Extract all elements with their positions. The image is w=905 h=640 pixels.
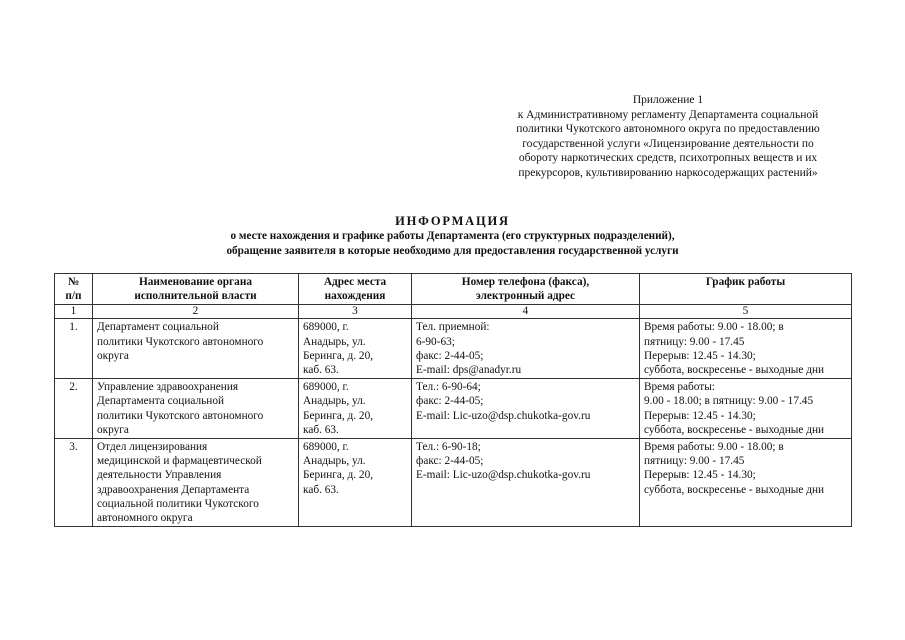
header-org: Наименование органа исполнительной власти [93, 274, 299, 305]
email-text: E-mail: dps@anadyr.ru [416, 364, 522, 377]
appendix-line: Приложение 1 [632, 94, 704, 106]
address-cell: 689000, г. Анадырь, ул. Беринга, д. 20, каб. 63. [299, 319, 412, 379]
info-table [54, 273, 852, 527]
table-row [55, 439, 852, 527]
column-number-row [55, 305, 852, 319]
column-number: 4 [412, 305, 640, 319]
table-header-row [55, 274, 852, 305]
appendix-line: государственной услуги «Лицензирование деятельности по [522, 137, 814, 150]
appendix-line: прекурсоров, культивированию наркосодержащих растений» [518, 166, 818, 179]
address-cell: 689000, г. Анадырь, ул. Беринга, д. 20, каб. 63. [299, 439, 412, 527]
appendix-line: политики Чукотского автономного округа по предоставлению [516, 123, 820, 136]
email-text: E-mail: Lic-uzo@dsp.chukotka-gov.ru [416, 409, 591, 422]
contacts-cell: Тел. приемной: 6-90-63; факс: 2-44-05; E-mail: dps@anadyr.ru [412, 319, 640, 379]
contacts-cell: Тел.: 6-90-64; факс: 2-44-05; E-mail: Lic-uzo@dsp.chukotka-gov.ru [412, 379, 640, 439]
org-cell: Управление здравоохранения Департамента социальной политики Чукотского автономного округа [93, 379, 299, 439]
appendix-line: к Административному регламенту Департамента социальной [517, 108, 819, 121]
schedule-cell: Время работы: 9.00 - 18.00; в пятницу: 9.00 - 17.45 Перерыв: 12.45 - 14.30; суббота, воскресенье - выходные дни [640, 439, 852, 527]
org-cell: Отдел лицензирования медицинской и фармацевтической деятельности Управления здравоохранения Департамента социальной политики Чукотского автономного округа [93, 439, 299, 527]
schedule-cell: Время работы: 9.00 - 18.00; в пятницу: 9.00 - 17.45 Перерыв: 12.45 - 14.30; суббота, воскресенье - выходные дни [640, 379, 852, 439]
appendix-note [478, 93, 858, 181]
table-row [55, 319, 852, 379]
header-num: № п/п [55, 274, 93, 305]
row-number: 1. [55, 319, 93, 379]
column-number: 5 [640, 305, 852, 319]
org-cell: Департамент социальной политики Чукотского автономного округа [93, 319, 299, 379]
row-number: 2. [55, 379, 93, 439]
appendix-line: обороту наркотических средств, психотропных веществ и их [518, 152, 818, 165]
address-cell: 689000, г. Анадырь, ул. Беринга, д. 20, каб. 63. [299, 379, 412, 439]
contacts-cell: Тел.: 6-90-18; факс: 2-44-05; E-mail: Lic-uzo@dsp.chukotka-gov.ru [412, 439, 640, 527]
document-subtitle-line: обращение заявителя в которые необходимо для предоставления государственной услуги [226, 244, 679, 257]
email-text: E-mail: Lic-uzo@dsp.chukotka-gov.ru [416, 469, 591, 482]
schedule-cell: Время работы: 9.00 - 18.00; в пятницу: 9.00 - 17.45 Перерыв: 12.45 - 14.30; суббота, воскресенье - выходные дни [640, 319, 852, 379]
document-title: ИНФОРМАЦИЯ [395, 214, 510, 228]
column-number: 1 [55, 305, 93, 319]
header-address: Адрес места нахождения [299, 274, 412, 305]
table-row [55, 379, 852, 439]
column-number: 2 [93, 305, 299, 319]
document-heading [0, 214, 905, 258]
header-schedule: График работы [640, 274, 852, 305]
row-number: 3. [55, 439, 93, 527]
column-number: 3 [299, 305, 412, 319]
document-subtitle-line: о месте нахождения и графике работы Департамента (его структурных подразделений), [230, 230, 675, 242]
header-contacts: Номер телефона (факса), электронный адрес [412, 274, 640, 305]
